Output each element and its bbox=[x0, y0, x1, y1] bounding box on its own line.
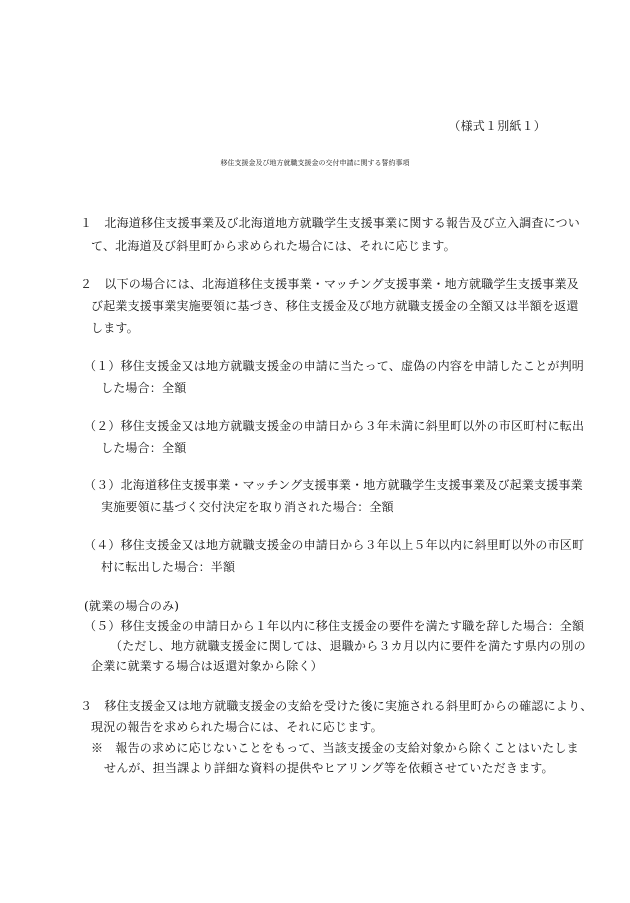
sub-item-1-line-2: した場合：全額 bbox=[101, 381, 187, 395]
item-1-line-2: て、北海道及び斜里町から求められた場合には、それに応じます。 bbox=[91, 239, 456, 253]
remark-line-1: ※ 報告の求めに応じないことをもって、当該支援金の支給対象から除くことはいたしま bbox=[91, 741, 579, 755]
item-2-line-2: び起業支援事業実施要領に基づき、移住支援金及び地方就職支援金の全額又は半額を返還 bbox=[91, 299, 579, 313]
sub-item-5-line-1: （５）移住支援金の申請日から１年以内に移住支援金の要件を満たす職を辞した場合：全額 bbox=[84, 619, 585, 633]
form-label: （様式１別紙１） bbox=[448, 119, 546, 133]
sub-item-4-line-1: （４）移住支援金又は地方就職支援金の申請日から３年以上５年以内に斜里町以外の市区町 bbox=[84, 538, 585, 552]
sub-item-4-line-2: 村に転出した場合：半額 bbox=[101, 560, 236, 574]
item-3-line-1: ３ 移住支援金又は地方就職支援金の支給を受けた後に実施される斜里町からの確認により、 bbox=[80, 699, 593, 713]
document-title: 移住支援金及び地方就職支援金の交付申請に関する誓約事項 bbox=[220, 159, 410, 167]
remark-line-2: せんが、担当課より詳細な資料の提供やヒアリング等を依頼させていただきます。 bbox=[104, 761, 554, 775]
sub-item-5-line-2: （ただし、地方就職支援金に関しては、退職から３カ月以内に要件を満たす県内の別の bbox=[110, 639, 586, 653]
item-3-line-2: 現況の報告を求められた場合には、それに応じます。 bbox=[91, 720, 383, 734]
employment-only-note: (就業の場合のみ) bbox=[84, 599, 180, 613]
sub-item-3-line-1: （３）北海道移住支援事業・マッチング支援事業・地方就職学生支援事業及び起業支援事業 bbox=[84, 478, 583, 492]
sub-item-2-line-2: した場合：全額 bbox=[101, 441, 187, 455]
item-1-line-1: １ 北海道移住支援事業及び北海道地方就職学生支援事業に関する報告及び立入調査につい bbox=[80, 216, 580, 230]
sub-item-2-line-1: （２）移住支援金又は地方就職支援金の申請日から３年未満に斜里町以外の市区町村に転出 bbox=[84, 419, 585, 433]
sub-item-1-line-1: （１）移住支援金又は地方就職支援金の申請に当たって、虚偽の内容を申請したことが判明 bbox=[84, 359, 584, 373]
item-2-line-1: ２ 以下の場合には、北海道移住支援事業・マッチング支援事業・地方就職学生支援事業及 bbox=[80, 277, 579, 291]
item-2-line-3: します。 bbox=[91, 321, 139, 335]
sub-item-5-line-3: 企業に就業する場合は返還対象から除く） bbox=[91, 659, 323, 673]
sub-item-3-line-2: 実施要領に基づく交付決定を取り消された場合：全額 bbox=[101, 500, 394, 514]
